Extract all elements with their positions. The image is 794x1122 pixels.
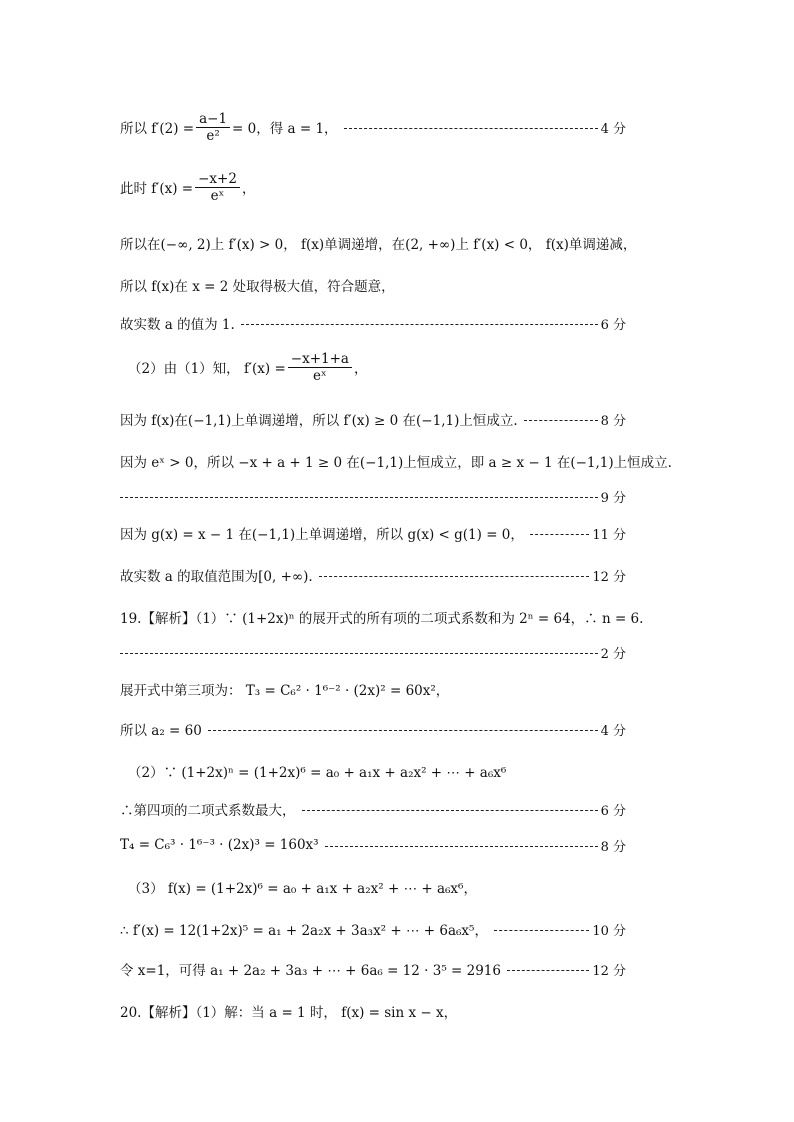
dotted-leader	[120, 497, 598, 498]
line-text: ∴第四项的二项式系数最大，	[120, 803, 296, 819]
line-q19-intro	[120, 602, 644, 632]
score-label: 6 分	[600, 317, 626, 333]
line-text: ∴ f′(x) = 12(1+2x)⁵ = a₁ + 2a₂x + 3a₃x² + ⋯ + 6a₆x⁵，	[120, 923, 488, 939]
score-label: 4 分	[600, 121, 626, 137]
line-text: T₄ = C₆³ · 1⁶⁻³ · (2x)³ = 160x³	[120, 837, 319, 853]
line-text: （2）∵ (1+2x)ⁿ = (1+2x)⁶ = a₀ + a₁x + a₂x² + ⋯ + a₆x⁶	[128, 765, 507, 781]
line-fourth-term-max	[120, 794, 626, 824]
fraction-denominator: e²	[206, 127, 220, 144]
line-f-prime-2	[120, 112, 626, 142]
score-label: 8 分	[600, 839, 626, 855]
line-q20-intro	[120, 996, 626, 1026]
line-score-2	[120, 637, 626, 667]
dotted-leader	[120, 653, 598, 654]
line-extremum	[120, 270, 626, 300]
line-t4	[120, 830, 626, 860]
score-label: 12 分	[592, 963, 626, 979]
line-text: 因为 g(x) = x − 1 在(−1,1)上单调递增，所以 g(x) < g(1) = 0，	[120, 527, 524, 543]
dotted-leader	[302, 810, 598, 811]
dotted-leader	[208, 730, 598, 731]
line-derivative	[120, 172, 626, 202]
dotted-leader	[494, 930, 589, 931]
fraction-numerator: −x+1+a	[288, 351, 352, 368]
score-label: 6 分	[600, 803, 626, 819]
score-label: 9 分	[600, 490, 626, 506]
line-range	[120, 560, 626, 590]
line-text: 因为 f(x)在(−1,1)上单调递增，所以 f′(x) ≥ 0 在(−1,1)上恒成立.	[120, 413, 518, 429]
line-text: 故实数 a 的值为 1.	[120, 317, 235, 333]
line-q19-part3	[128, 872, 634, 902]
line-text: 所以 f(x)在 x = 2 处取得极大值，符合题意，	[120, 279, 395, 295]
line-third-term	[120, 674, 626, 704]
line-score-9	[120, 481, 626, 511]
line-prefix: （2）由（1）知， f′(x) =	[128, 361, 286, 377]
line-suffix: ，	[241, 181, 256, 197]
line-text: 所以在(−∞, 2)上 f′(x) > 0， f(x)单调递增，在(2, +∞)上 f′(x) < 0， f(x)单调递减，	[120, 237, 637, 253]
line-part-2-derivative	[128, 352, 634, 382]
line-text: 所以 a₂ = 60	[120, 723, 202, 739]
dotted-leader	[344, 128, 598, 129]
line-q19-part2	[128, 756, 634, 786]
fraction-numerator: −x+2	[195, 171, 240, 188]
fraction	[195, 171, 240, 204]
line-increasing	[120, 404, 626, 434]
line-constant-holds	[120, 446, 672, 476]
score-label: 2 分	[600, 646, 626, 662]
dotted-leader	[524, 420, 598, 421]
fraction-denominator: eˣ	[210, 187, 225, 204]
fraction	[196, 111, 230, 144]
score-label: 10 分	[592, 923, 626, 939]
score-label: 11 分	[592, 527, 626, 543]
line-suffix: = 0，得 a = 1，	[232, 121, 338, 137]
line-text: 19.【解析】（1）∵ (1+2x)ⁿ 的展开式的所有项的二项式系数和为 2ⁿ = 64，∴ n = 6.	[120, 611, 644, 627]
score-label: 4 分	[600, 723, 626, 739]
dotted-leader	[530, 534, 589, 535]
line-prefix: 所以 f′(2) =	[120, 121, 195, 137]
line-text: 20.【解析】（1）解：当 a = 1 时， f(x) = sin x − x，	[120, 1005, 458, 1021]
fraction-numerator: a−1	[196, 111, 230, 128]
line-text: （3） f(x) = (1+2x)⁶ = a₀ + a₁x + a₂x² + ⋯ + a₆x⁶，	[128, 881, 477, 897]
fraction-denominator: eˣ	[313, 367, 327, 384]
line-text: 故实数 a 的取值范围为[0, +∞).	[120, 569, 313, 585]
line-a-value	[120, 308, 626, 338]
line-text: 令 x=1，可得 a₁ + 2a₂ + 3a₃ + ⋯ + 6a₆ = 12 · 3⁵ = 2916	[120, 963, 501, 979]
dotted-leader	[319, 576, 590, 577]
line-sum-result	[120, 954, 626, 984]
line-derivative-expansion	[120, 914, 626, 944]
line-text: 展开式中第三项为： T₃ = C₆² · 1⁶⁻² · (2x)² = 60x²，	[120, 683, 450, 699]
line-text: 因为 eˣ > 0，所以 −x + a + 1 ≥ 0 在(−1,1)上恒成立，即 a ≥ x − 1 在(−1,1)上恒成立.	[120, 455, 672, 471]
line-suffix: ，	[353, 361, 368, 377]
line-a2	[120, 714, 626, 744]
fraction	[288, 351, 352, 384]
line-prefix: 此时 f′(x) =	[120, 181, 194, 197]
dotted-leader	[507, 970, 589, 971]
score-label: 8 分	[600, 413, 626, 429]
dotted-leader	[241, 324, 598, 325]
line-g-function	[120, 518, 626, 548]
score-label: 12 分	[592, 569, 626, 585]
line-monotonic	[120, 228, 637, 258]
dotted-leader	[325, 846, 598, 847]
